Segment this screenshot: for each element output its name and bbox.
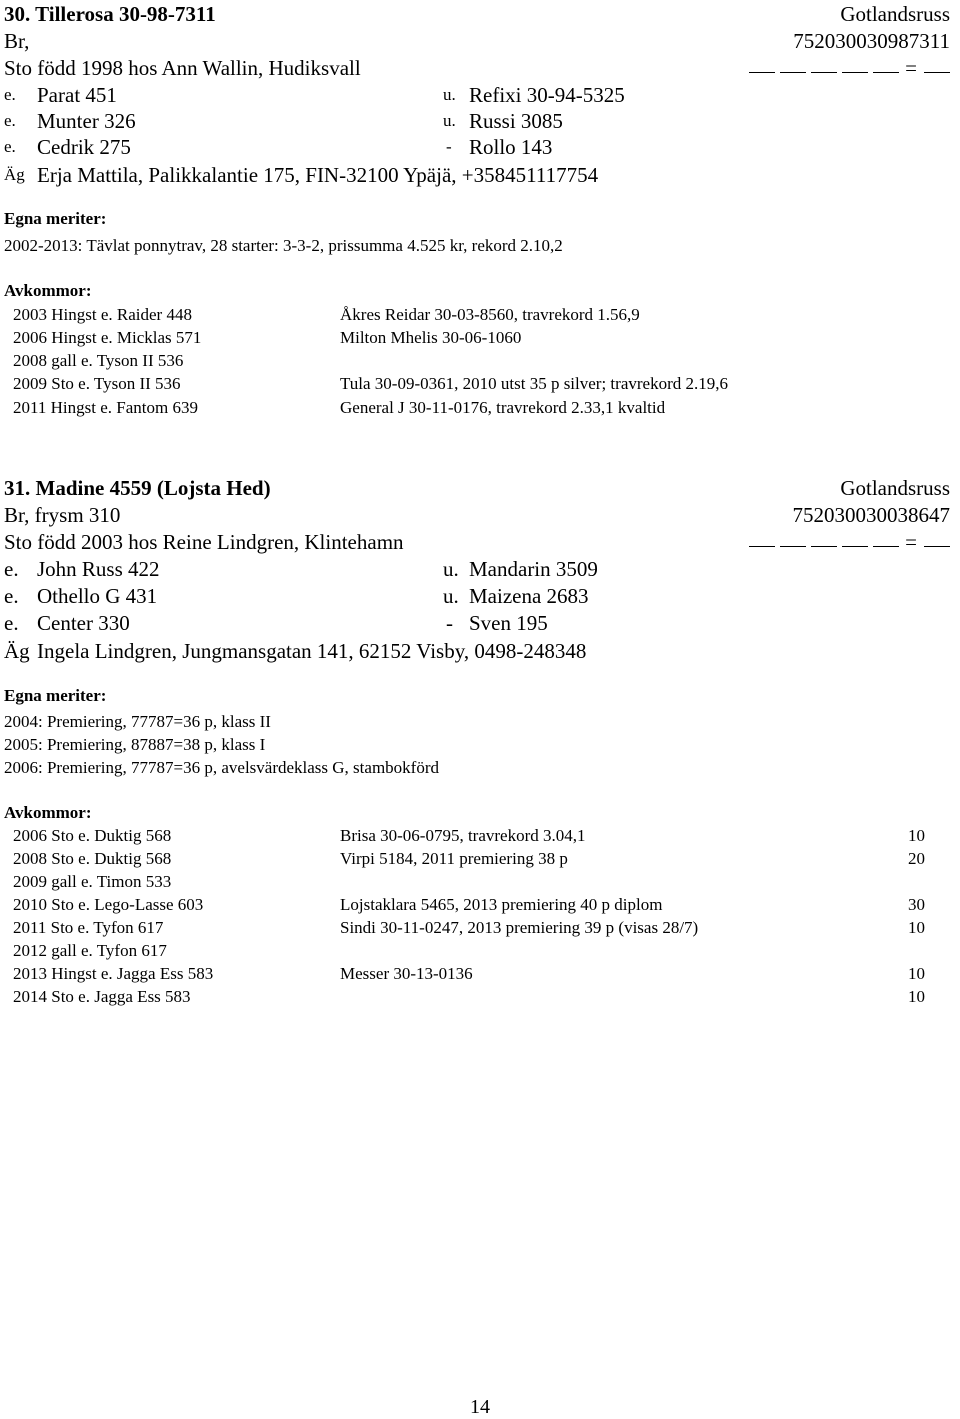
offspring-row: 2010 Sto e. Lego-Lasse 603 Lojstaklara 5465, 2013 premiering 40 p diplom 30: [13, 895, 925, 914]
offspring-row: 2009 gall e. Timon 533: [13, 872, 172, 891]
merits-heading: Egna meriter:: [4, 686, 107, 705]
offspring-row: 2006 Sto e. Duktig 568 Brisa 30-06-0795, travrekord 3.04,1 10: [13, 826, 925, 845]
dam: Sven 195: [469, 611, 548, 635]
color: Br, frysm 310: [4, 503, 121, 527]
entry-header: [0, 474, 960, 502]
born-row: [0, 528, 960, 556]
owner: Erja Mattila, Palikkalantie 175, FIN-32100 Ypäjä, +358451117754: [37, 163, 599, 187]
offspring-row: 2003 Hingst e. Raider 448 Åkres Reidar 30-03-8560, travrekord 1.56,9: [13, 305, 640, 324]
score-blanks: =: [744, 528, 950, 556]
entry-header: [0, 0, 960, 28]
merit-line: 2006: Premiering, 77787=36 p, avelsvärdeklass G, stambokförd: [4, 758, 439, 777]
color-row: [0, 27, 960, 55]
entry-title: 30. Tillerosa 30-98-7311: [4, 2, 216, 26]
dam: Maizena 2683: [469, 584, 589, 608]
id-number: 752030030987311: [793, 29, 950, 53]
born: Sto född 1998 hos Ann Wallin, Hudiksvall: [4, 56, 361, 80]
sire: Munter 326: [37, 109, 136, 133]
color: Br,: [4, 29, 30, 53]
sire: Center 330: [37, 611, 130, 635]
born-row: [0, 54, 960, 82]
breed: Gotlandsruss: [840, 2, 950, 26]
offspring-heading: Avkommor:: [4, 281, 92, 300]
page-number: 14: [470, 1396, 490, 1418]
dam: Russi 3085: [469, 109, 563, 133]
entry-title: 31. Madine 4559 (Lojsta Hed): [4, 476, 271, 500]
pedigree-row: e. Othello G 431 u. Maizena 2683: [4, 584, 589, 608]
dam: Refixi 30-94-5325: [469, 83, 625, 107]
color-row: [0, 501, 960, 529]
pedigree-row: e. Parat 451 u. Refixi 30-94-5325: [4, 83, 625, 107]
breed: Gotlandsruss: [840, 476, 950, 500]
sire: Othello G 431: [37, 584, 158, 608]
owner-row: Äg Ingela Lindgren, Jungmansgatan 141, 62152 Visby, 0498-248348: [4, 639, 587, 663]
merit-line: 2005: Premiering, 87887=38 p, klass I: [4, 735, 266, 754]
pedigree-row: e. Center 330 - Sven 195: [4, 611, 548, 635]
pedigree-row: e. Cedrik 275 - Rollo 143: [4, 135, 553, 159]
dam: Mandarin 3509: [469, 557, 598, 581]
score-blanks: =: [744, 54, 950, 82]
offspring-row: 2006 Hingst e. Micklas 571 Milton Mhelis 30-06-1060: [13, 328, 522, 347]
id-number: 752030030038647: [792, 503, 950, 527]
offspring-row: 2011 Sto e. Tyfon 617 Sindi 30-11-0247, 2013 premiering 39 p (visas 28/7) 10: [13, 918, 925, 937]
owner-row: Äg Erja Mattila, Palikkalantie 175, FIN-32100 Ypäjä, +358451117754: [4, 163, 599, 187]
merit-line: 2004: Premiering, 77787=36 p, klass II: [4, 712, 271, 731]
sire: John Russ 422: [37, 557, 160, 581]
owner: Ingela Lindgren, Jungmansgatan 141, 62152 Visby, 0498-248348: [37, 639, 587, 663]
offspring-row: 2011 Hingst e. Fantom 639 General J 30-11-0176, travrekord 2.33,1 kvaltid: [13, 398, 666, 417]
merit-line: 2002-2013: Tävlat ponnytrav, 28 starter: 3-3-2, prissumma 4.525 kr, rekord 2.10,2: [4, 236, 563, 255]
offspring-row: 2008 gall e. Tyson II 536: [13, 351, 184, 370]
offspring-row: 2013 Hingst e. Jagga Ess 583 Messer 30-13-0136 10: [13, 964, 925, 983]
offspring-row: 2012 gall e. Tyfon 617: [13, 941, 167, 960]
merits-heading: Egna meriter:: [4, 209, 107, 228]
offspring-row: 2008 Sto e. Duktig 568 Virpi 5184, 2011 premiering 38 p 20: [13, 849, 925, 868]
pedigree-row: e. Munter 326 u. Russi 3085: [4, 109, 563, 133]
sire: Cedrik 275: [37, 135, 131, 159]
offspring-heading: Avkommor:: [4, 803, 92, 822]
dam: Rollo 143: [469, 135, 553, 159]
sire: Parat 451: [37, 83, 117, 107]
born: Sto född 2003 hos Reine Lindgren, Klintehamn: [4, 530, 404, 554]
pedigree-row: e. John Russ 422 u. Mandarin 3509: [4, 557, 598, 581]
offspring-row: 2014 Sto e. Jagga Ess 583 10: [13, 987, 925, 1006]
offspring-row: 2009 Sto e. Tyson II 536 Tula 30-09-0361, 2010 utst 35 p silver; travrekord 2.19,6: [13, 374, 728, 393]
